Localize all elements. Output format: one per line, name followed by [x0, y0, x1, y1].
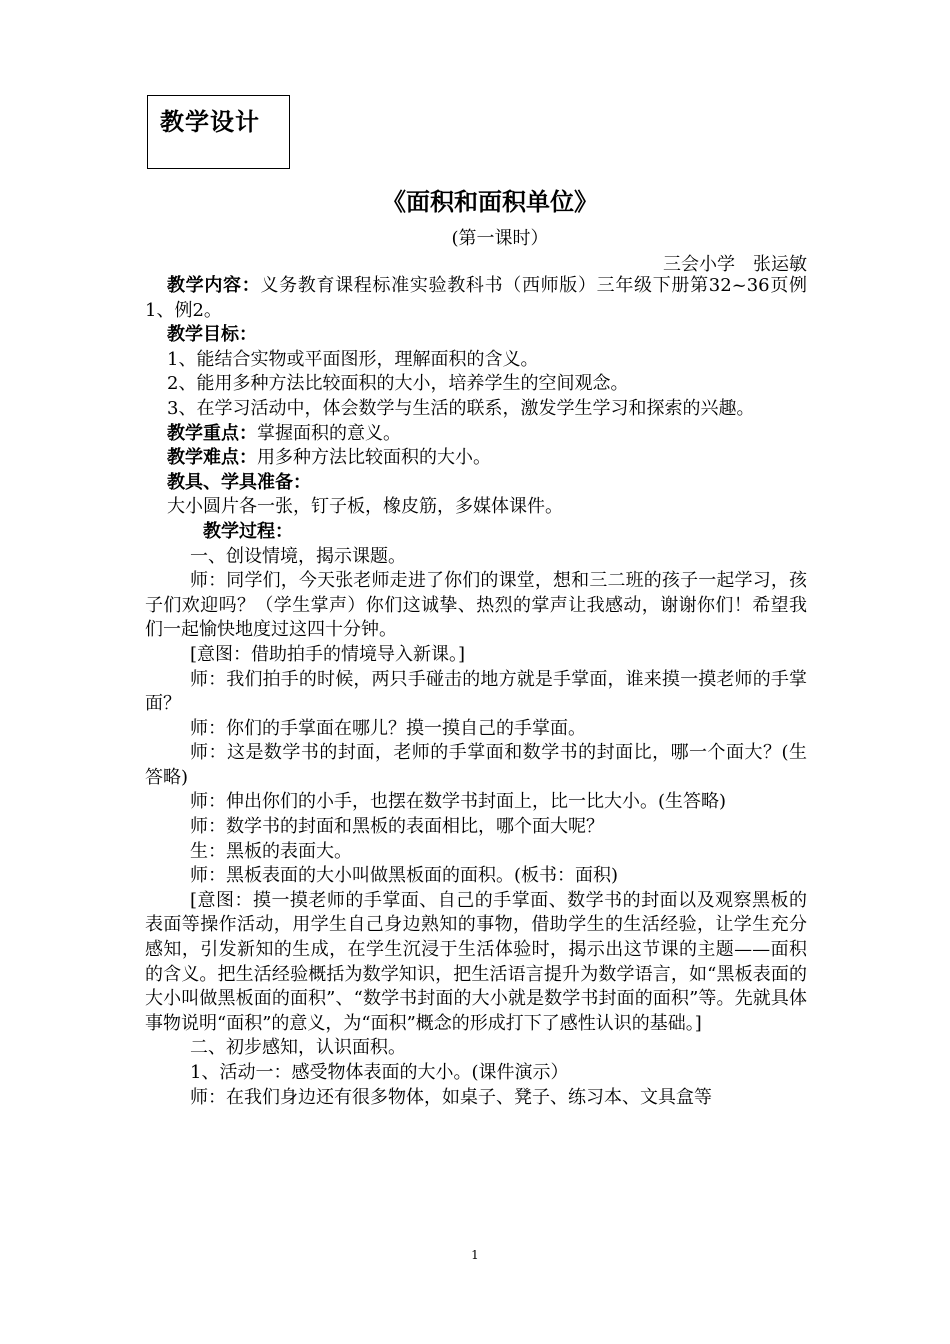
dialogue-paragraph: 师：这是数学书的封面，老师的手掌面和数学书的封面比，哪一个面大？(生答略)	[145, 742, 807, 788]
document-body	[145, 274, 807, 1110]
activity-heading: 1、活动一：感受物体表面的大小。(课件演示）	[190, 1062, 569, 1083]
goal-item-3: 3、在学习活动中，体会数学与生活的联系，激发学生学习和探索的兴趣。	[167, 397, 755, 419]
label-process: 教学过程：	[203, 520, 293, 542]
text-key-point: 掌握面积的意义。	[257, 422, 401, 444]
lesson-design-box	[147, 95, 290, 169]
paragraph-key-point	[145, 422, 807, 447]
label-teaching-content: 教学内容：	[167, 275, 261, 296]
document-subtitle: (第一课时）	[451, 228, 549, 249]
text-teaching-content: 义务教育课程标准实验教科书（西师版）三年级下册第32~36页例1、例2。	[145, 275, 807, 321]
paragraph-materials: 大小圆片各一张，钉子板，橡皮筋，多媒体课件。	[167, 496, 563, 518]
paragraph-process-heading	[145, 520, 807, 545]
paragraph-materials-heading	[145, 471, 807, 496]
dialogue-paragraph: 师：你们的手掌面在哪儿？摸一摸自己的手掌面。	[190, 717, 586, 739]
goal-item-2: 2、能用多种方法比较面积的大小，培养学生的空间观念。	[167, 373, 629, 395]
paragraph-difficulty	[145, 446, 807, 471]
section-heading-2: 二、初步感知，认识面积。	[190, 1037, 406, 1059]
document-title: 《面积和面积单位》	[382, 188, 598, 216]
box-label: 教学设计	[160, 108, 260, 136]
dialogue-paragraph: 生：黑板的表面大。	[190, 840, 352, 862]
label-materials: 教具、学具准备：	[167, 471, 311, 493]
intent-note: [意图：借助拍手的情境导入新课。]	[190, 643, 466, 665]
dialogue-paragraph: 师：数学书的封面和黑板的表面相比，哪个面大呢？	[190, 816, 604, 838]
page-number: 1	[471, 1248, 479, 1262]
label-key-point: 教学重点：	[167, 422, 257, 444]
text-difficulty: 用多种方法比较面积的大小。	[257, 447, 491, 469]
goal-item-1: 1、能结合实物或平面图形，理解面积的含义。	[167, 348, 539, 370]
dialogue-paragraph: 师：黑板表面的大小叫做黑板面的面积。(板书：面积)	[190, 865, 619, 887]
paragraph-teaching-content	[145, 274, 807, 323]
dialogue-paragraph: 师：同学们，今天张老师走进了你们的课堂，想和三二班的孩子一起学习，孩子们欢迎吗？（学生掌声）你们这诚挚、热烈的掌声让我感动，谢谢你们！希望我们一起愉快地度过这四十分钟。	[145, 570, 807, 641]
label-teaching-goals: 教学目标：	[167, 324, 257, 346]
intent-note: [意图：摸一摸老师的手掌面、自己的手掌面、数学书的封面以及观察黑板的表面等操作活动，用学生自己身边熟知的事物，借助学生的生活经验，让学生充分感知，引发新知的生成，在学生沉浸于生活体验时，揭示出这节课的主题——面积的含义。把生活经验概括为数学知识，把生活语言提升为数学语言，如“黑板表面的大小叫做黑板面的面积”、“数学书封面的大小就是数学书封面的面积”等。先就具体事物说明“面积”的意义，为“面积”概念的形成打下了感性认识的基础。]	[145, 889, 807, 1034]
label-difficulty: 教学难点：	[167, 447, 257, 469]
dialogue-paragraph: 师：我们拍手的时候，两只手碰击的地方就是手掌面，谁来摸一摸老师的手掌面？	[145, 668, 807, 715]
author-line: 三会小学 张运敏	[663, 254, 807, 275]
dialogue-paragraph: 师：在我们身边还有很多物体，如桌子、凳子、练习本、文具盒等	[190, 1086, 712, 1108]
section-heading-1: 一、创设情境，揭示课题。	[190, 545, 406, 567]
dialogue-paragraph: 师：伸出你们的小手，也摆在数学书封面上，比一比大小。(生答略)	[190, 791, 727, 813]
paragraph-teaching-goals	[145, 323, 807, 348]
